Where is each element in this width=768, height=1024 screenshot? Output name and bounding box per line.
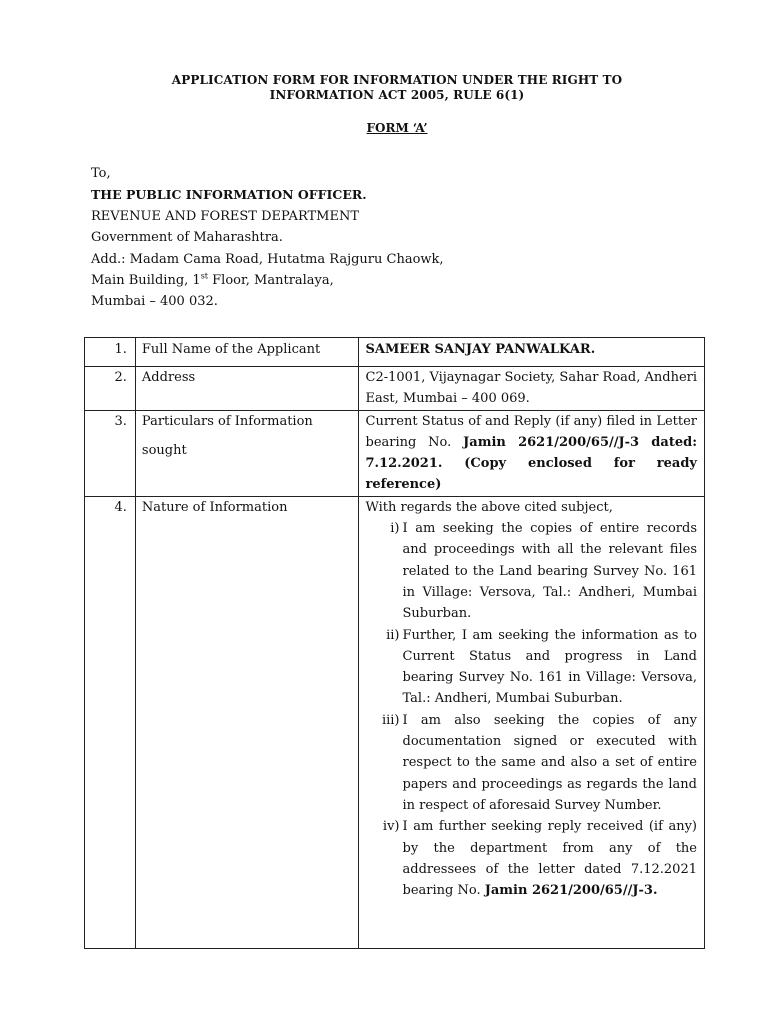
table-row <box>85 367 705 411</box>
addressee-department: REVENUE AND FOREST DEPARTMENT <box>91 208 360 224</box>
form-title-line-1: APPLICATION FORM FOR INFORMATION UNDER THE RIGHT TO <box>171 73 623 87</box>
form-title-line-2: INFORMATION ACT 2005, RULE 6(1) <box>269 88 525 102</box>
information-particulars <box>358 410 705 496</box>
list-text <box>403 816 698 901</box>
list-marker: i) <box>390 521 400 537</box>
row-label <box>135 410 358 496</box>
addressee-to: To, <box>91 166 111 181</box>
nature-intro: With regards the above cited subject, <box>365 499 613 515</box>
building-post: Floor, Mantralaya, <box>208 273 334 289</box>
application-table <box>84 337 705 949</box>
list-text: I am also seeking the copies of any documentation signed or executed with respect to the same and also a set of entire papers and proceedings as regards the land in respect of aforesaid Survey Number. <box>402 712 697 813</box>
list-marker: iii) <box>381 712 400 728</box>
row-label-line-2: sought <box>141 442 187 458</box>
list-item <box>366 816 698 901</box>
addressee-officer: THE PUBLIC INFORMATION OFFICER. <box>91 187 367 203</box>
table-row <box>85 410 705 496</box>
addressee-city: Mumbai – 400 032. <box>91 294 218 310</box>
list-item <box>366 625 698 710</box>
row-label: Nature of Information <box>135 496 358 948</box>
addressee-address-line: Add.: Madam Cama Road, Hutatma Rajguru Chaowk, <box>91 251 444 267</box>
table-row <box>85 496 705 948</box>
row-label: Address <box>135 367 358 411</box>
table-row <box>85 338 705 367</box>
list-text-main: I am further seeking reply received (if any) by the department from any of the addressees of the letter dated 7.12.2021 bearing No. <box>402 819 697 899</box>
applicant-address: C2-1001, Vijaynagar Society, Sahar Road, Andheri East, Mumbai – 400 069. <box>358 367 705 411</box>
form-label <box>90 121 704 135</box>
nature-list <box>366 518 698 901</box>
building-ordinal: st <box>200 271 209 281</box>
addressee-building <box>91 270 651 291</box>
particulars-reference: Jamin 2621/200/65//J-3 dated: 7.12.2021. (Copy enclosed for ready reference) <box>365 434 697 493</box>
addressee-government: Government of Maharashtra. <box>91 230 283 246</box>
list-item <box>366 518 698 624</box>
row-label-line-1: Particulars of Information <box>141 413 313 429</box>
row-number: 1. <box>85 338 136 367</box>
addressee-block <box>91 163 651 313</box>
row-number: 2. <box>85 367 136 411</box>
list-text: I am seeking the copies of entire records and proceedings with all the relevant files related to the Land bearing Survey No. 161 in Village: Versova, Tal.: Andheri, Mumbai Suburban. <box>402 521 697 622</box>
row-label: Full Name of the Applicant <box>135 338 358 367</box>
information-nature <box>358 496 705 948</box>
list-text-reference: Jamin 2621/200/65//J-3. <box>484 883 658 899</box>
list-item <box>366 710 698 816</box>
row-number: 3. <box>85 410 136 496</box>
applicant-name: SAMEER SANJAY PANWALKAR. <box>358 338 705 367</box>
row-number: 4. <box>85 496 136 948</box>
list-marker: iv) <box>382 819 400 835</box>
form-title <box>90 73 704 103</box>
list-marker: ii) <box>386 627 400 643</box>
building-pre: Main Building, 1 <box>91 273 201 289</box>
particulars-text: Current Status of and Reply (if any) filed in Letter bearing No. <box>365 413 697 450</box>
list-text: Further, I am seeking the information as to Current Status and progress in Land bearing Survey No. 161 in Village: Versova, Tal.: Andheri, Mumbai Suburban. <box>402 627 697 707</box>
form-label-text: FORM ‘A’ <box>366 121 428 135</box>
